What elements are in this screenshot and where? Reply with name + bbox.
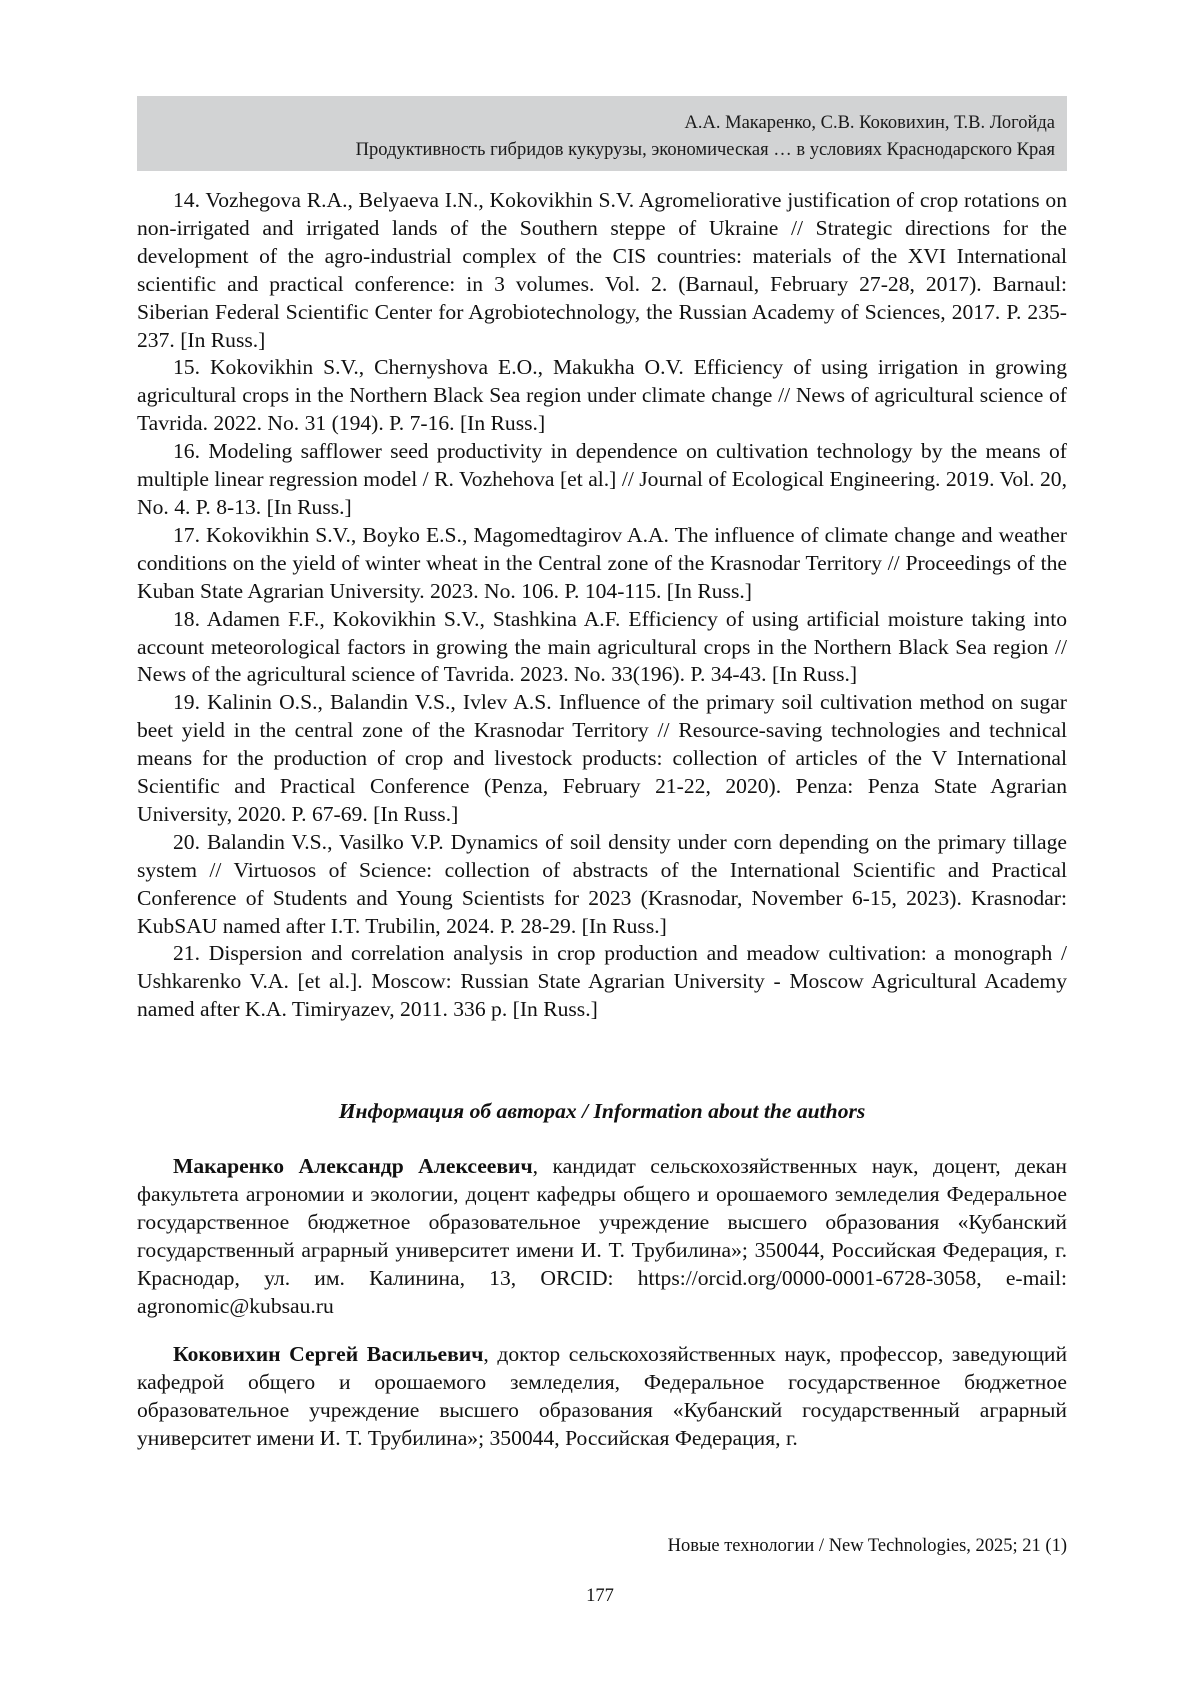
reference-item: 16. Modeling safflower seed productivity in dependence on cultivation technology by the means of multiple linear regression model / R. Vozhehova [et al.] // Journal of Ecological Engineering. 2019. Vol. 20, No. 4. P. 8-13. [In Russ.] (137, 439, 1067, 519)
reference-item: 17. Kokovikhin S.V., Boyko E.S., Magomedtagirov A.A. The influence of climate change and weather conditions on the yield of winter wheat in the Central zone of the Krasnodar Territory // Proceedings of the Kuban State Agrarian University. 2023. No. 106. P. 104-115. [In Russ.] (137, 522, 1067, 603)
journal-footer: Новые технологии / New Technologies, 2025; 21 (1) (667, 1536, 1067, 1556)
running-header (137, 96, 1067, 171)
page-number: 177 (586, 1586, 614, 1606)
author-entry (137, 1152, 1067, 1320)
author-entry (137, 1340, 1067, 1452)
authors-info (137, 1152, 1067, 1472)
author-name: Коковихин Сергей Васильевич (173, 1342, 484, 1366)
header-article-title: Продуктивность гибридов кукурузы, экономическая … в условиях Краснодарского Края (355, 140, 1055, 160)
author-details: , доктор сельскохозяйственных наук, профессор, заведующий кафедрой общего и орошаемого земледелия, Федеральное государственное бюджетное образовательное учреждение высшего образования «Кубанский государственный аграрный университет имени И. Т. Трубилина»; 350044, Российская Федерация, г. (137, 1342, 1067, 1450)
author-name: Макаренко Александр Алексеевич (173, 1154, 533, 1178)
header-authors: А.А. Макаренко, С.В. Коковихин, Т.В. Логойда (684, 113, 1055, 133)
reference-item: 21. Dispersion and correlation analysis in crop production and meadow cultivation: a monograph / Ushkarenko V.A. [et al.]. Moscow: Russian State Agrarian University - Moscow Agricultural Academy named after K.A. Timiryazev, 2011. 336 p. [In Russ.] (137, 941, 1067, 1022)
reference-item: 20. Balandin V.S., Vasilko V.P. Dynamics of soil density under corn depending on the primary tillage system // Virtuosos of Science: collection of abstracts of the International Scientific and Practical Conference of Students and Young Scientists for 2023 (Krasnodar, November 6-15, 2023). Krasnodar: KubSAU named after I.T. Trubilin, 2024. P. 28-29. [In Russ.] (137, 829, 1067, 938)
reference-item: 18. Adamen F.F., Kokovikhin S.V., Stashkina A.F. Efficiency of using artificial moisture taking into account meteorological factors in growing the main agricultural crops in the Northern Black Sea region // News of the agricultural science of Tavrida. 2023. No. 33(196). P. 34-43. [In Russ.] (137, 606, 1067, 687)
authors-section-title: Информация об авторах / Information about the authors (338, 1099, 866, 1123)
reference-list (137, 187, 1067, 1024)
reference-item: 19. Kalinin O.S., Balandin V.S., Ivlev A.S. Influence of the primary soil cultivation method on sugar beet yield in the central zone of the Krasnodar Territory // Resource-saving technologies and technical means for the production of crop and livestock products: collection of articles of the V International Scientific and Practical Conference (Penza, February 21-22, 2020). Penza: Penza State Agrarian University, 2020. P. 67-69. [In Russ.] (137, 690, 1067, 826)
reference-item: 15. Kokovikhin S.V., Chernyshova E.O., Makukha O.V. Efficiency of using irrigation in growing agricultural crops in the Northern Black Sea region under climate change // News of agricultural science of Tavrida. 2022. No. 31 (194). P. 7-16. [In Russ.] (137, 355, 1067, 436)
author-details: , кандидат сельскохозяйственных наук, доцент, декан факультета агрономии и экологии, доцент кафедры общего и орошаемого земледелия Федеральное государственное бюджетное образовательное учреждение высшего образования «Кубанский государственный аграрный университет имени И. Т. Трубилина»; 350044, Российская Федерация, г. Краснодар, ул. им. Калинина, 13, ORCID: https://orcid.org/0000-0001-6728-3058, e-mail: agronomic@kubsau.ru (137, 1154, 1067, 1318)
reference-item: 14. Vozhegova R.A., Belyaeva I.N., Kokovikhin S.V. Agromeliorative justification of crop rotations on non-irrigated and irrigated lands of the Southern steppe of Ukraine // Strategic directions for the development of the agro-industrial complex of the CIS countries: materials of the XVI International scientific and practical conference: in 3 volumes. Vol. 2. (Barnaul, February 27-28, 2017). Barnaul: Siberian Federal Scientific Center for Agrobiotechnology, the Russian Academy of Sciences, 2017. P. 235-237. [In Russ.] (137, 188, 1067, 352)
